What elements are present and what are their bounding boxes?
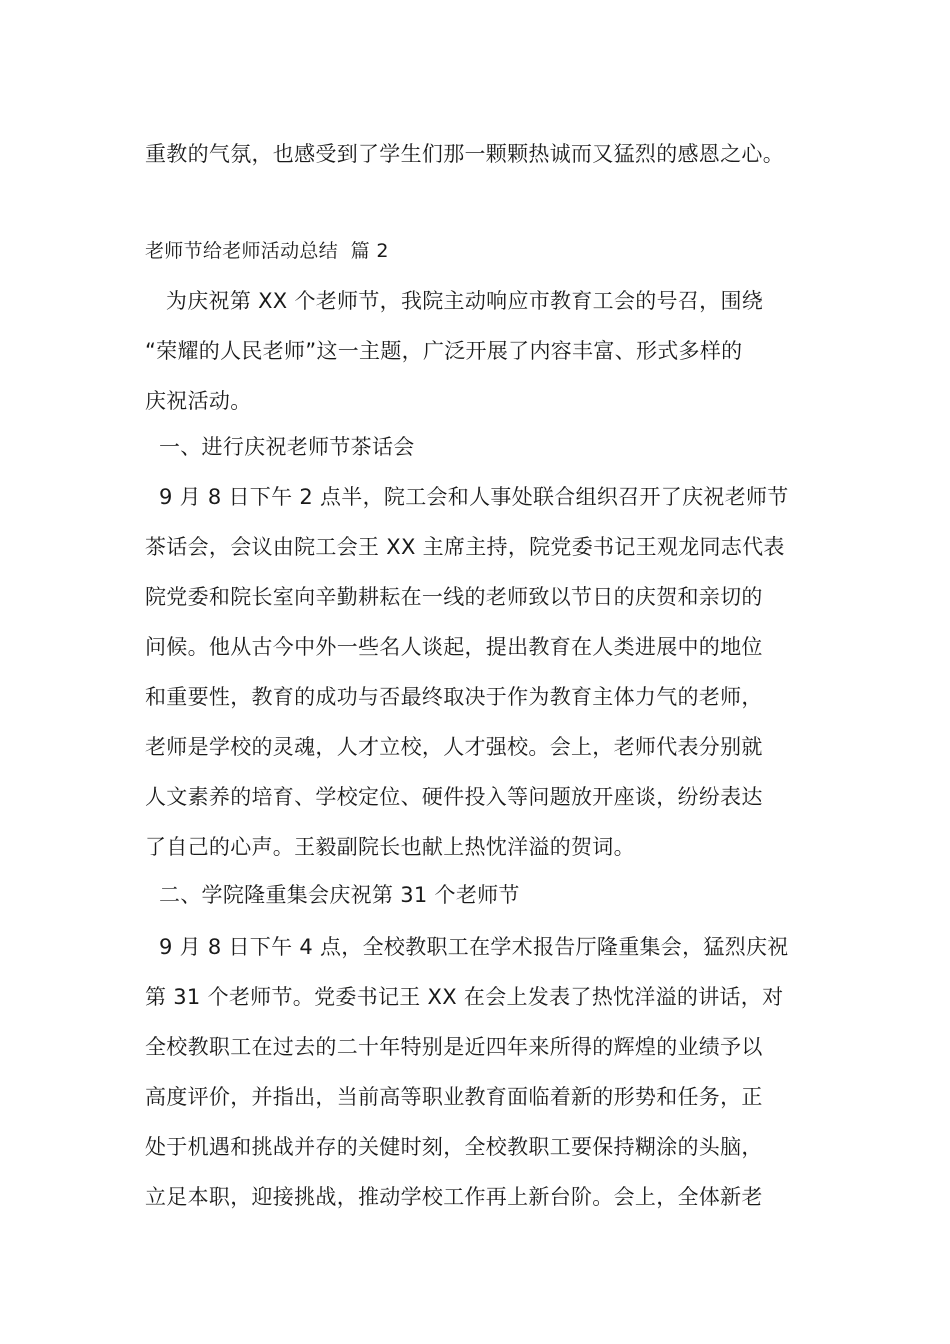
section-title: 老师节给老师活动总结 篇 2 (145, 240, 389, 262)
paragraph-line: 院党委和院长室向辛勤耕耘在一线的老师致以节日的庆贺和亲切的 (145, 585, 763, 609)
paragraph-line: 问候。他从古今中外一些名人谈起，提出教育在人类进展中的地位 (145, 635, 763, 659)
paragraph-line: 茶话会，会议由院工会王 XX 主席主持，院党委书记王观龙同志代表 (145, 535, 785, 559)
paragraph-line: 为庆祝第 XX 个老师节，我院主动响应市教育工会的号召，围绕 (145, 289, 764, 313)
paragraph-line: “荣耀的人民老师”这一主题，广泛开展了内容丰富、形式多样的 (145, 339, 743, 363)
paragraph-line: 庆祝活动。 (145, 389, 252, 413)
paragraph-line: 全校教职工在过去的二十年特别是近四年来所得的辉煌的业绩予以 (145, 1035, 763, 1059)
paragraph-line: 和重要性，教育的成功与否最终取决于作为教育主体力气的老师， (145, 685, 763, 709)
paragraph-line: 老师是学校的灵魂，人才立校，人才强校。会上，老师代表分别就 (145, 735, 763, 759)
paragraph-line: 第 31 个老师节。党委书记王 XX 在会上发表了热忱洋溢的讲话，对 (145, 985, 784, 1009)
paragraph-line: 高度评价，并指出，当前高等职业教育面临着新的形势和任务，正 (145, 1085, 763, 1109)
paragraph-line: 人文素养的培育、学校定位、硬件投入等问题放开座谈，纷纷表达 (145, 785, 763, 809)
paragraph-line: 处于机遇和挑战并存的关健时刻，全校教职工要保持糊涂的头脑， (145, 1135, 763, 1159)
subheading: 一、进行庆祝老师节茶话会 (145, 435, 415, 459)
paragraph-line: 了自己的心声。王毅副院长也献上热忱洋溢的贺词。 (145, 835, 635, 859)
paragraph-line: 9 月 8 日下午 2 点半，院工会和人事处联合组织召开了庆祝老师节 (145, 485, 789, 509)
paragraph-line: 9 月 8 日下午 4 点，全校教职工在学术报告厅隆重集会，猛烈庆祝 (145, 935, 789, 959)
paragraph-line: 立足本职，迎接挑战，推动学校工作再上新台阶。会上，全体新老 (145, 1185, 763, 1209)
paragraph-line: 重教的气氛，也感受到了学生们那一颗颗热诚而又猛烈的感恩之心。 (145, 142, 784, 166)
subheading: 二、学院隆重集会庆祝第 31 个老师节 (145, 883, 520, 907)
